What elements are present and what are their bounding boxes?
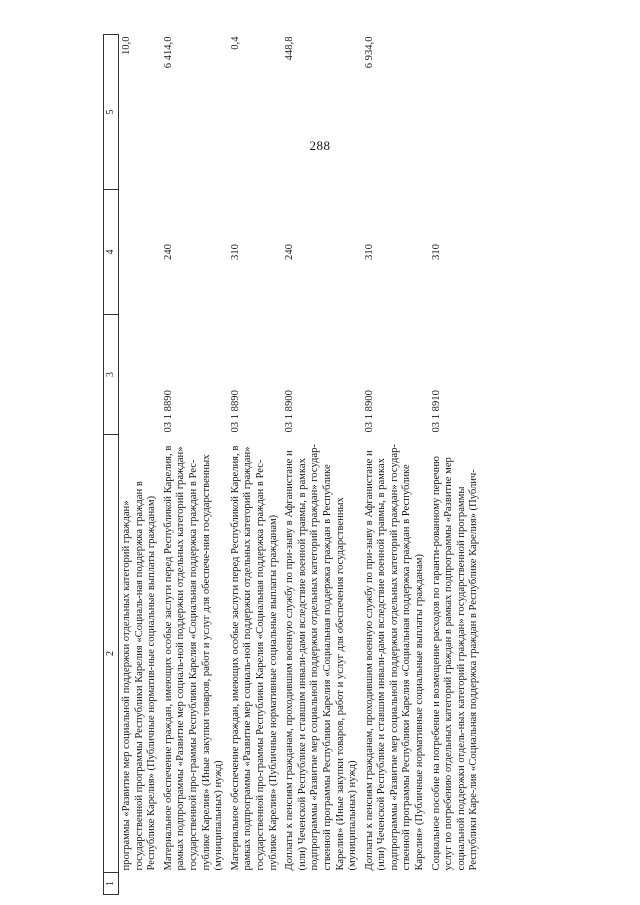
header-col-4: 4: [104, 190, 119, 315]
row-index-cell: [228, 873, 282, 895]
table-row: [362, 35, 429, 895]
header-col-3: 3: [104, 315, 119, 435]
row-index-cell: [119, 873, 161, 895]
target-code-cell: 03 1 8910: [430, 390, 442, 433]
table-row: [282, 35, 362, 895]
description-cell: программы «Развитие мер социальной поддержки отдельных категорий граждан» государственной программы Республики Карелия «Социаль-ная поддержка граждан в Республике Карелия» (Публичные норматив-ные социальные выплаты гражданам): [121, 481, 158, 871]
expense-type-cell: 240: [162, 244, 174, 260]
table-row: [429, 35, 483, 895]
budget-table: [103, 34, 483, 895]
expense-type-cell: 240: [284, 244, 296, 260]
amount-cell: 6 934,0: [363, 36, 375, 69]
header-col-5: 5: [104, 35, 119, 190]
description-cell: Социальное пособие на погребение и возмещение расходов по гаранти-рованному перечню услуг по погребению отдельных категорий граждан в рамках подпрограммы «Развитие мер социальной поддержки отдель-ных категорий граждан» государственной программы Республики Каре-лия «Социальная поддержка граждан в Республике Карелия» (Публич-: [430, 456, 480, 871]
row-index-cell: [429, 873, 483, 895]
row-index-cell: [161, 873, 228, 895]
expense-type-cell: 310: [430, 244, 442, 260]
table-row: [119, 35, 161, 895]
row-index-cell: [362, 873, 429, 895]
header-col-1: 1: [104, 873, 119, 895]
amount-cell: 10,0: [121, 36, 132, 56]
table-row: [228, 35, 282, 895]
description-cell: Материальное обеспечение граждан, имеющих особые заслуги перед Республикой Карелия, в рамках подпрограммы «Развитие мер социаль-ной поддержки отдельных категорий граждан» государственной про-граммы Республики Карелия «Социальная поддержка граждан в Рес-публике Карелия» (Иные закупки товаров, работ и услуг для обеспече-ния государственных (муниципальных) нужд): [162, 445, 225, 871]
target-code-cell: 03 1 8900: [284, 390, 296, 433]
target-code-cell: [119, 315, 161, 435]
target-code-cell: 03 1 8890: [162, 390, 174, 433]
page-number: 288: [309, 138, 331, 153]
row-index-cell: [282, 873, 362, 895]
expense-type-cell: 310: [229, 244, 241, 260]
expense-type-cell: 310: [363, 244, 375, 260]
target-code-cell: 03 1 8890: [229, 390, 241, 433]
amount-cell: 6 414,0: [162, 36, 174, 69]
rotated-table-container: [103, 35, 571, 895]
description-cell: Доплаты к пенсиям гражданам, проходившим военную службу по при-зыву в Афганистане и (или) Чеченской Республике и ставшим инвали-дами вследствие военной травмы, в рамках подпрограммы «Развитие мер социальной поддержки отдельных категорий граждан» государ-ственной программы Республики Карелия «Социальная поддержка граждан в Республике Карелия» (Публичные нормативные социальные выплаты гражданам): [363, 444, 426, 871]
target-code-cell: 03 1 8900: [363, 390, 375, 433]
table-row: [161, 35, 228, 895]
amount-cell: 0,4: [229, 36, 241, 50]
table-header-row: [104, 35, 119, 895]
expense-type-cell: [119, 190, 161, 315]
description-cell: Материальное обеспечение граждан, имеющих особые заслуги перед Республикой Карелия, в рамках подпрограммы «Развитие мер социаль-ной поддержки отдельных категорий граждан» государственной про-граммы Республики Карелия «Социальная поддержка граждан в Рес-публике Карелия» (Публичные нормативные социальные выплаты гражданам): [229, 445, 279, 871]
description-cell: Доплаты к пенсиям гражданам, проходившим военную службу по при-зыву в Афганистане и (или) Чеченской Республике и ставшим инвали-дами вследствие военной травмы, в рамках подпрограммы «Развитие мер социальной поддержки отдельных категорий граждан» государ-ственной программы Республики Карелия «Социальная поддержка граждан в Республике Карелия» (Иные закупки товаров, работ и услуг для обеспечения государственных (муниципальных) нужд): [284, 444, 359, 871]
amount-cell: [429, 35, 483, 190]
amount-cell: 448,8: [284, 36, 296, 61]
header-col-2: 2: [104, 435, 119, 873]
